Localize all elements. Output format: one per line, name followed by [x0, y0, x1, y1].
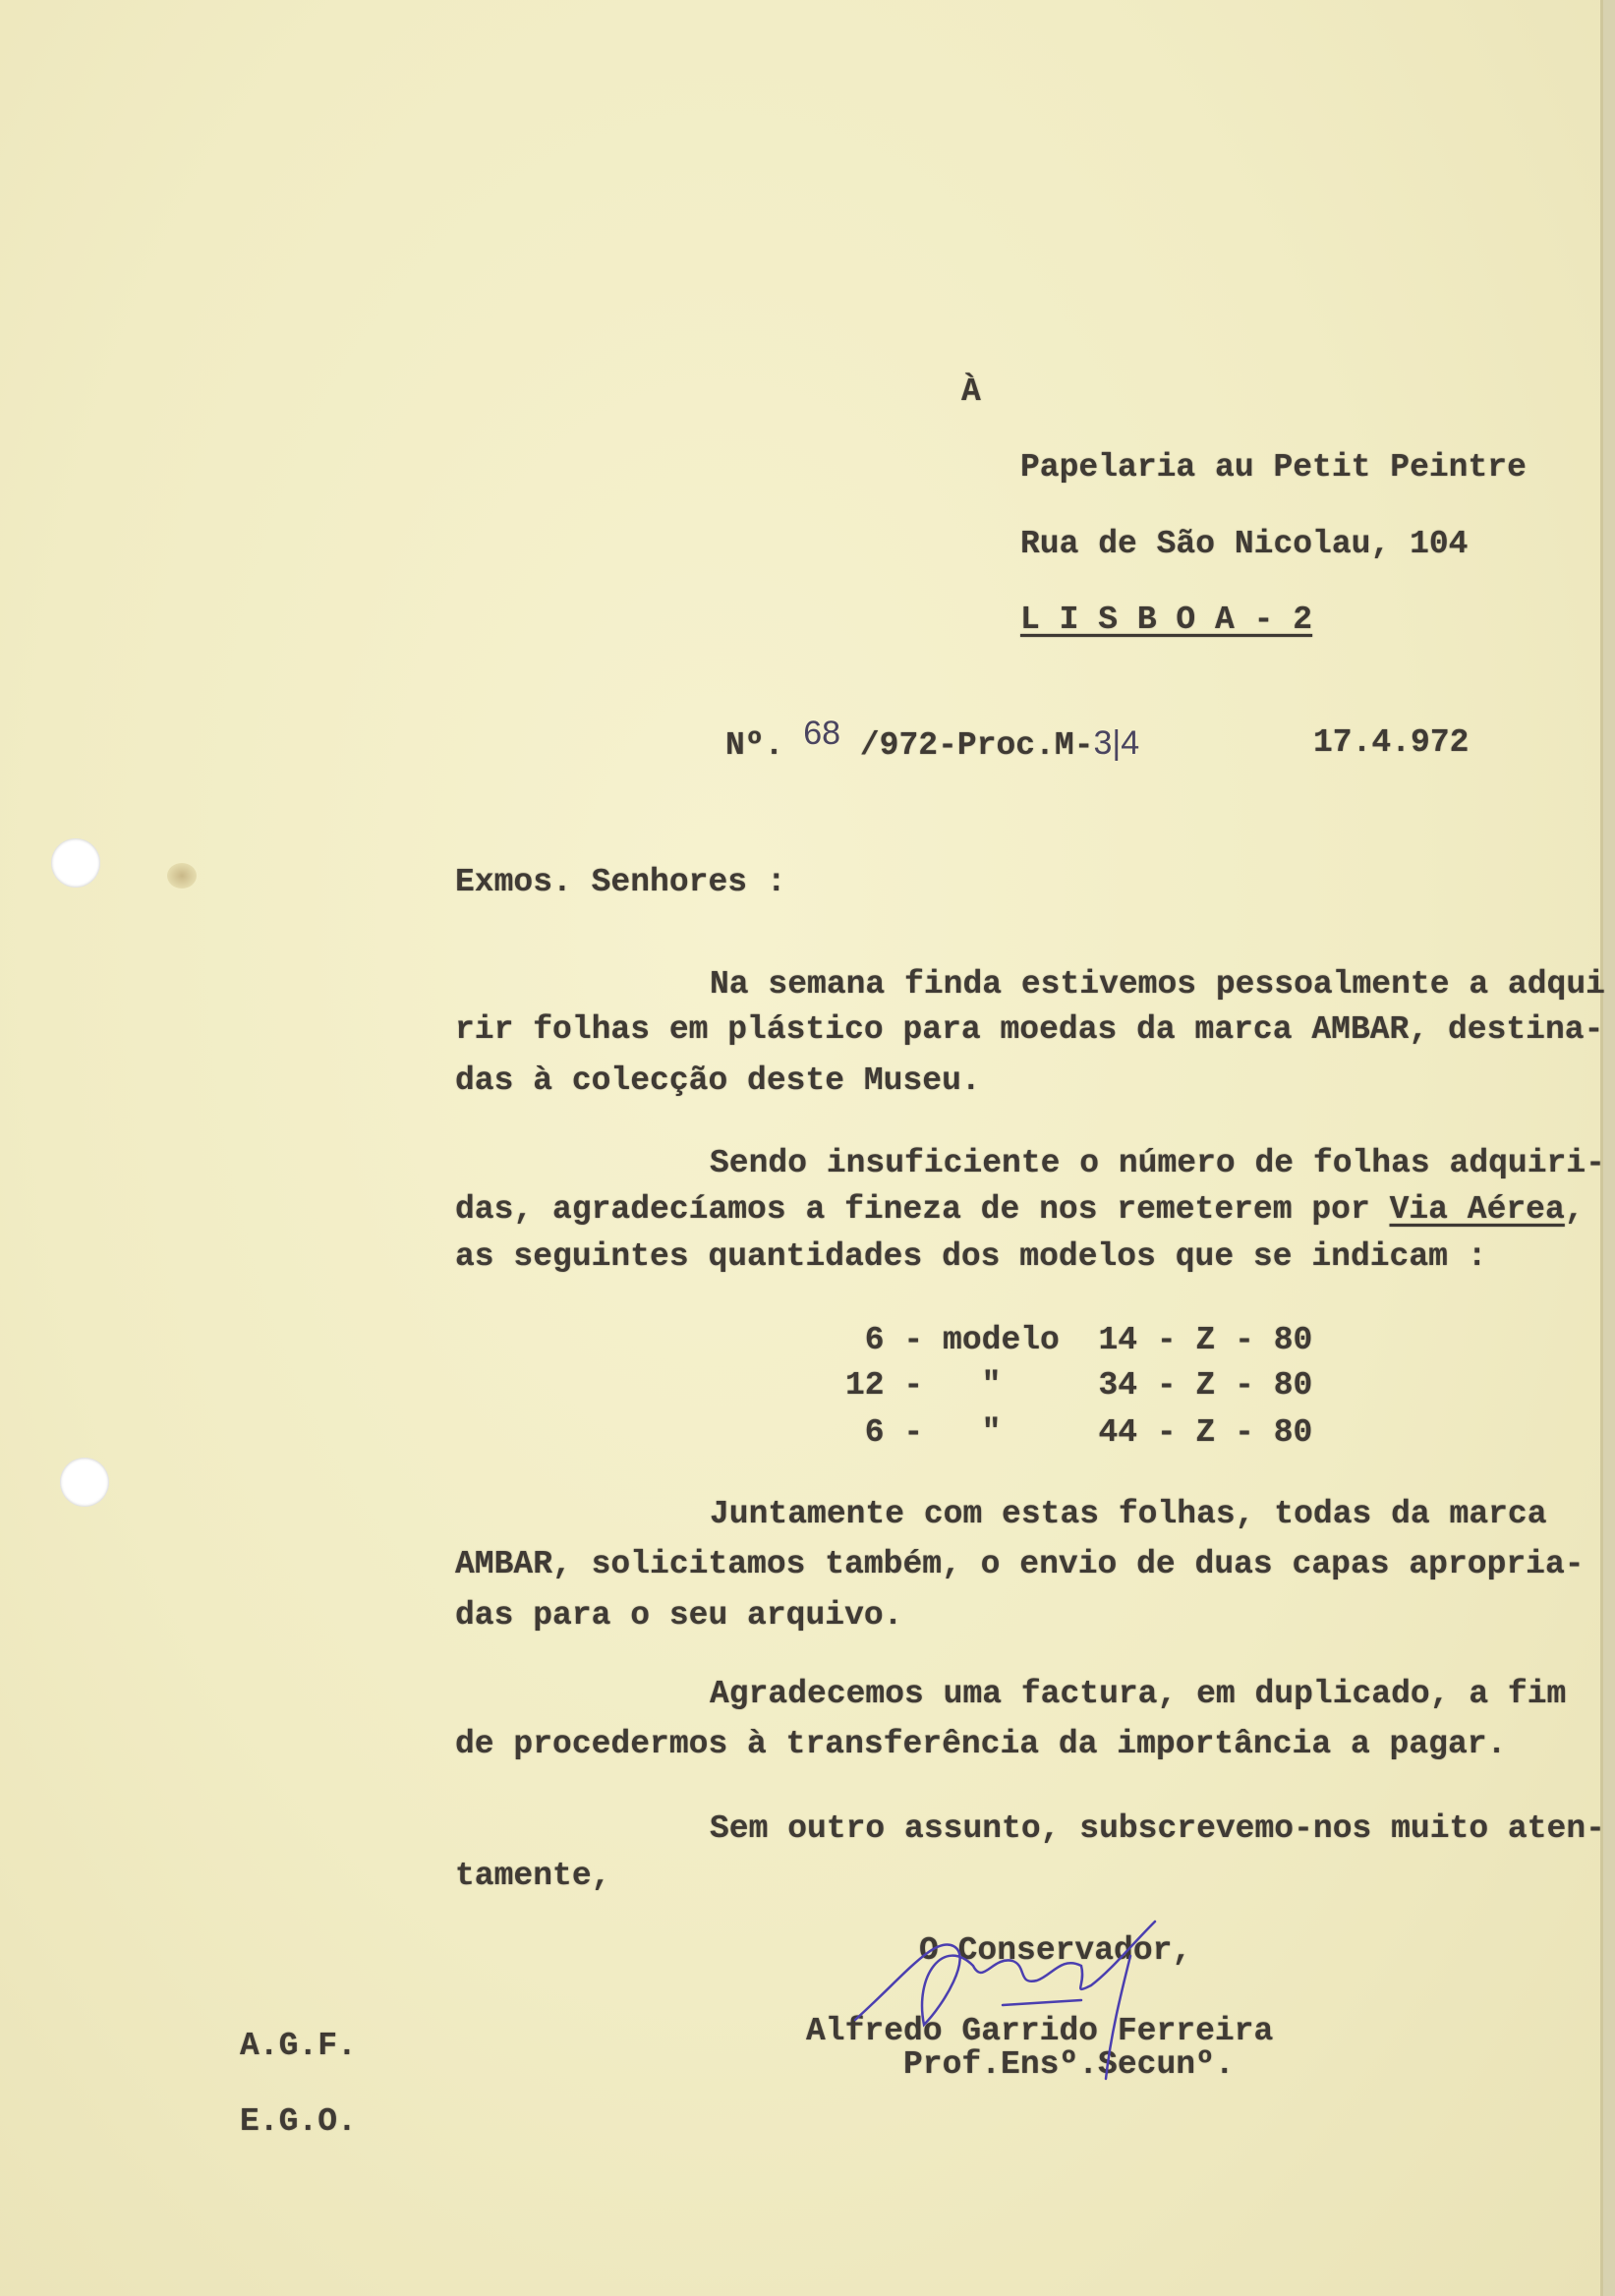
- paragraph-line: Sem outro assunto, subscrevemo-nos muito aten-: [710, 1810, 1605, 1847]
- handwritten-process: 3|4: [1093, 724, 1140, 762]
- model-code: 34 - Z - 80: [1098, 1367, 1313, 1404]
- initials-line: A.G.F.: [240, 2028, 357, 2064]
- addressee-name: Papelaria au Petit Peintre: [1020, 449, 1527, 486]
- signatory-name: Alfredo Garrido Ferreira: [806, 2013, 1274, 2049]
- paragraph-line: tamente,: [455, 1858, 611, 1894]
- initials-line: E.G.O.: [240, 2103, 357, 2140]
- paragraph-line: Sendo insuficiente o número de folhas adquiri-: [710, 1145, 1605, 1181]
- model-label: ": [943, 1367, 1060, 1404]
- model-row: [845, 1366, 1312, 1406]
- model-qty: 6 -: [845, 1322, 924, 1358]
- paragraph-line: [455, 1190, 1585, 1230]
- text: ,: [1564, 1191, 1585, 1228]
- handwritten-number: 68: [803, 715, 841, 752]
- paragraph-line: Na semana finda estivemos pessoalmente a adqui: [710, 966, 1605, 1003]
- handwritten-signature: [845, 1917, 1239, 2084]
- signature-title: O Conservador,: [919, 1932, 1192, 1969]
- letter-date: 17.4.972: [1313, 724, 1470, 761]
- paragraph-line: de procedermos à transferência da importância a pagar.: [455, 1726, 1507, 1762]
- model-row: [845, 1413, 1312, 1453]
- paragraph-line: das para o seu arquivo.: [455, 1597, 903, 1634]
- punch-hole: [51, 838, 100, 888]
- signatory-role: Prof.Ensº.Secunº.: [903, 2046, 1235, 2083]
- model-qty: 6 -: [845, 1414, 924, 1451]
- addressee-street: Rua de São Nicolau, 104: [1020, 526, 1469, 562]
- model-label: ": [943, 1414, 1060, 1451]
- model-code: 44 - Z - 80: [1098, 1414, 1313, 1451]
- paragraph-line: as seguintes quantidades dos modelos que se indicam :: [455, 1238, 1487, 1275]
- paragraph-line: Agradecemos uma factura, em duplicado, a fim: [710, 1676, 1567, 1712]
- paragraph-line: Juntamente com estas folhas, todas da marca: [710, 1496, 1547, 1532]
- model-code: 14 - Z - 80: [1098, 1322, 1313, 1358]
- paragraph-line: das à colecção deste Museu.: [455, 1062, 981, 1099]
- addressee-prefix: À: [961, 373, 981, 410]
- text: das, agradecíamos a fineza de nos remeterem por: [455, 1191, 1390, 1228]
- number-label: Nº.: [725, 727, 784, 764]
- model-qty: 12 -: [845, 1367, 924, 1404]
- addressee-city: L I S B O A - 2: [1020, 602, 1313, 638]
- salutation: Exmos. Senhores :: [455, 864, 786, 900]
- via-aerea-text: Via Aérea: [1389, 1191, 1565, 1228]
- punch-hole: [60, 1458, 109, 1507]
- paragraph-line: AMBAR, solicitamos também, o envio de duas capas apropria-: [455, 1546, 1585, 1582]
- reference-line: [725, 715, 1140, 766]
- process-number: /972-Proc.M-: [859, 727, 1094, 764]
- model-row: [845, 1321, 1312, 1360]
- model-label: modelo: [943, 1322, 1060, 1358]
- paragraph-line: rir folhas em plástico para moedas da marca AMBAR, destina-: [455, 1011, 1604, 1048]
- paper-stain: [167, 863, 197, 889]
